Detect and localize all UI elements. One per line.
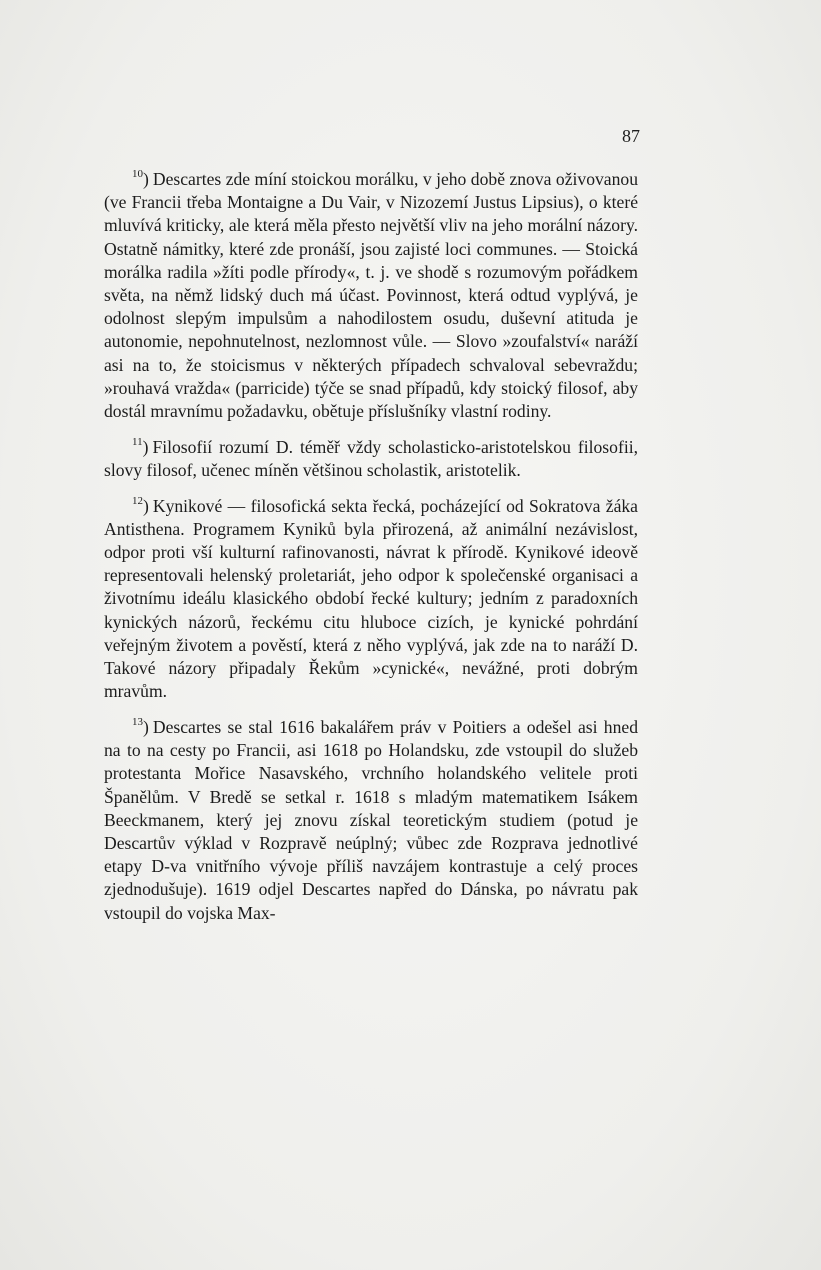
footnote-marker: 12 [132,494,143,507]
page-number: 87 [622,126,640,146]
footnote-text: Filosofií rozumí D. téměř vždy scholasticko-aristotelskou filosofii, slovy filosof, učenec míněn většinou scholastik, aristotelik. [104,436,638,480]
footnote-13: $^{13}$) Descartes se stal 1616 bakalářem práv v Poitiers a odešel asi hned na to na cesty po Francii, asi 1618 po Holandsku, zde vstoupil do služeb protestanta Mořice Nasavského, vrchního holandského velitele proti Španělům. V Bredě se setkal r. 1618 s mladým matematikem Isákem Beeckmanem, který jej znovu získal teoretickým studiem (potud je Descartův výklad v Rozpravě neúplný; vůbec zde Rozprava jednotlivé etapy D-va vnitřního vývoje příliš navzájem kontrastuje a celý proces zjednodušuje). 1619 odjel Descartes napřed do Dánska, po návratu pak vstoupil do vojska Max- [104,716,638,923]
footnote-text: Descartes zde míní stoickou morálku, v jeho době znova oživovanou (ve Francii třeba Montaigne a Du Vair, v Nizozemí Justus Lipsius), o které mluvívá kriticky, ale která měla přesto největší vliv na jeho morální názory. Ostatně námitky, které zde pronáší, jsou zajisté loci communes. — Stoická morálka radila »žíti podle přírody«, t. j. ve shodě s rozumovým pořádkem světa, na němž lidský duch má účast. Povinnost, která odtud vyplývá, je odolnost slepým impulsům a nahodilostem osudu, duševní atituda je autonomie, nepohnutelnost, nezlomnost vůle. — Slovo »zoufalství« naráží asi na to, že stoicismus v některých případech schvaloval sebevraždu; »rouhavá vražda« (parricide) týče se snad případů, kdy stoický filosof, aby dostál mravnímu požadavku, obětuje příslušníky vlastní rodiny. [104,169,638,422]
footnotes [104,168,638,925]
footnote-marker: 13 [132,716,143,729]
footnote-11: $^{11}$) Filosofií rozumí D. téměř vždy scholasticko-aristotelskou filosofii, slovy filosof, učenec míněn většinou scholastik, aristotelik. [104,435,638,480]
footnote-marker: 11 [132,435,143,448]
footnote-text: Kynikové — filosofická sekta řecká, pocházející od Sokratova žáka Antisthena. Programem Kyniků byla přirozená, až animální nezávislost, odpor proti vší kulturní rafinovanosti, návrat k přírodě. Kynikové ideově representovali helenský proletariát, jeho odpor k společenské organisaci a životnímu ideálu klasického období řecké kultury; jedním z paradoxních kynických názorů, řeckému citu hluboce cizích, je kynické pohrdání veřejným životem a pověstí, která z něho vyplývá, jak zde na to naráží D. Takové názory připadaly Řekům »cynické«, nevážné, proti dobrým mravům. [104,495,638,702]
footnote-10: $^{10}$) Descartes zde míní stoickou morálku, v jeho době znova oživovanou (ve Francii třeba Montaigne a Du Vair, v Nizozemí Justus Lipsius), o které mluvívá kriticky, ale která měla přesto největší vliv na jeho morální názory. Ostatně námitky, které zde pronáší, jsou zajisté loci communes. — Stoická morálka radila »žíti podle přírody«, t. j. ve shodě s rozumovým pořádkem světa, na němž lidský duch má účast. Povinnost, která odtud vyplývá, je odolnost slepým impulsům a nahodilostem osudu, duševní atituda je autonomie, nepohnutelnost, nezlomnost vůle. — Slovo »zoufalství« naráží asi na to, že stoicismus v některých případech schvaloval sebevraždu; »rouhavá vražda« (parricide) týče se snad případů, kdy stoický filosof, aby dostál mravnímu požadavku, obětuje příslušníky vlastní rodiny. [104,168,638,422]
footnote-text: Descartes se stal 1616 bakalářem práv v Poitiers a odešel asi hned na to na cesty po Francii, asi 1618 po Holandsku, zde vstoupil do služeb protestanta Mořice Nasavského, vrchního holandského velitele proti Španělům. V Bredě se setkal r. 1618 s mladým matematikem Isákem Beeckmanem, který jej znovu získal teoretickým studiem (potud je Descartův výklad v Rozpravě neúplný; vůbec zde Rozprava jednotlivé etapy D-va vnitřního vývoje příliš navzájem kontrastuje a celý proces zjednodušuje). 1619 odjel Descartes napřed do Dánska, po návratu pak vstoupil do vojska Max- [104,716,638,923]
footnote-marker: 10 [132,168,143,181]
footnote-12: $^{12}$) Kynikové — filosofická sekta řecká, pocházející od Sokratova žáka Antisthena. Programem Kyniků byla přirozená, až animální nezávislost, odpor proti vší kulturní rafinovanosti, návrat k přírodě. Kynikové ideově representovali helenský proletariát, jeho odpor k společenské organisaci a životnímu ideálu klasického období řecké kultury; jedním z paradoxních kynických názorů, řeckému citu hluboce cizích, je kynické pohrdání veřejným životem a pověstí, která z něho vyplývá, jak zde na to naráží D. Takové názory připadaly Řekům »cynické«, nevážné, proti dobrým mravům. [104,494,638,702]
